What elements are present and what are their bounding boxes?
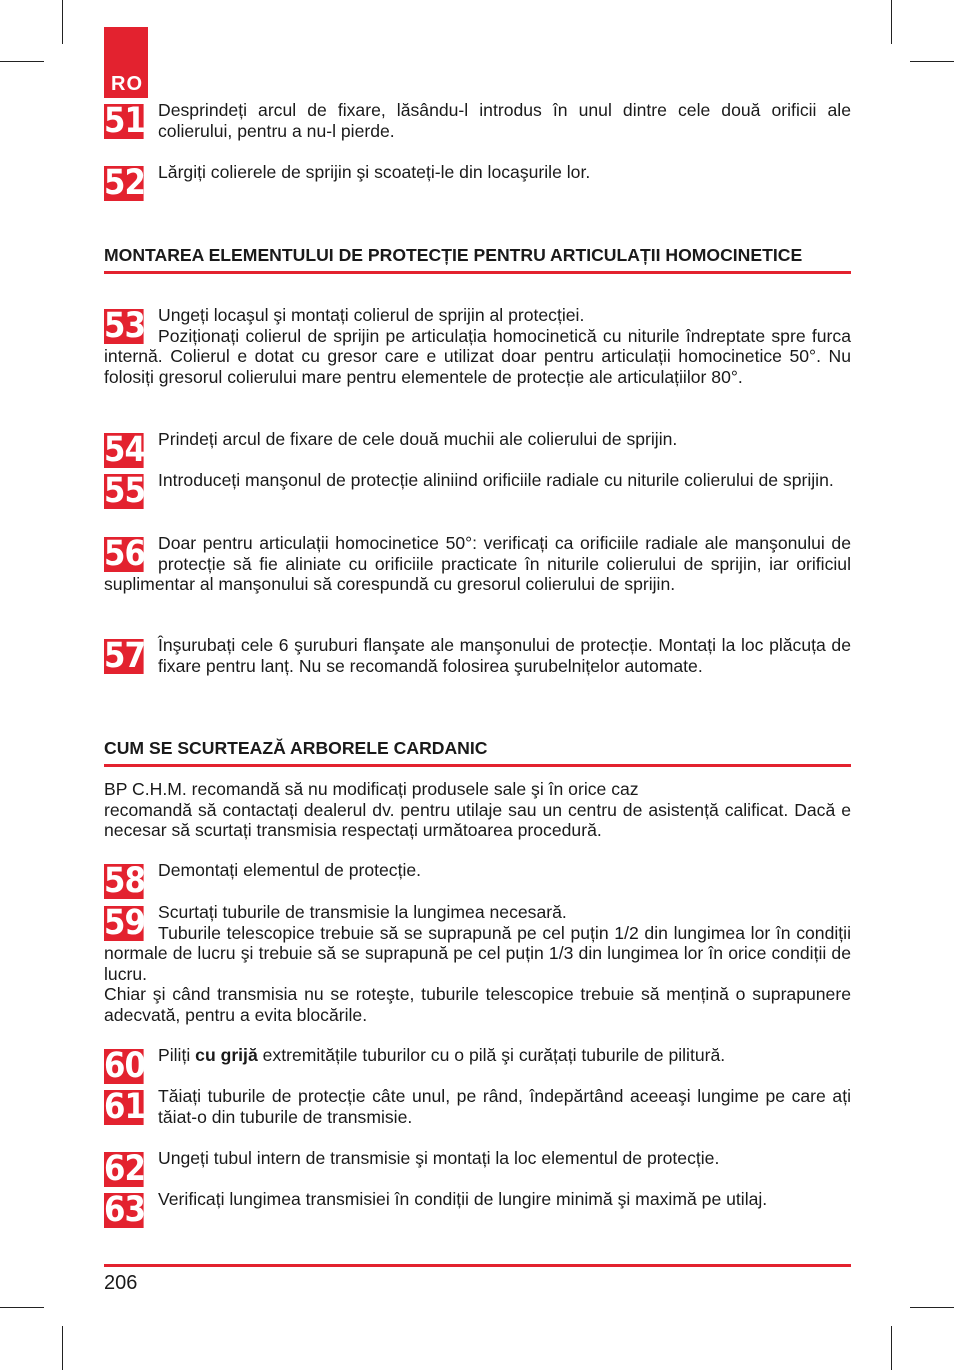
section-heading: CUM SE SCURTEAZĂ ARBORELE CARDANIC — [104, 738, 851, 767]
step-text: Desprindeți arcul de fixare, lăsându-l introdus în unul dintre cele două orificii ale colierului, pentru a nu-l pierde. — [158, 100, 851, 141]
step-number: 55 — [104, 471, 146, 511]
step-number: 58 — [104, 861, 146, 901]
step-number: 62 — [104, 1149, 146, 1189]
crop-mark — [891, 0, 892, 44]
step-58 — [104, 860, 851, 899]
step-text: Prindeți arcul de fixare de cele două muchii ale colierului de sprijin. — [158, 429, 678, 449]
step-63 — [104, 1189, 851, 1228]
step-text-continued: Poziționați colierul de sprijin pe articulația homocinetică cu niturile îndreptate spre furca internă. Colierul e dotat cu gresor care e utilizat doar pentru articulații homocinetice 50°. Nu folosiți gresorul colierului mare pentru elementele de protecție ale articulațiilor 80°. — [104, 325, 851, 387]
step-61 — [104, 1086, 851, 1127]
step-text: Piliți — [158, 1045, 196, 1065]
step-57 — [104, 635, 851, 676]
footer-rule — [104, 1264, 851, 1267]
intro-line-1: BP C.H.M. recomandă să nu modificați produsele sale şi în orice caz — [104, 779, 639, 799]
crop-mark — [910, 1307, 954, 1308]
step-text-continued: Chiar şi când transmisia nu se roteşte, tuburile telescopice trebuie să mențină o suprapunere adecvată, pentru a evita blocările. — [104, 984, 851, 1025]
step-59 — [104, 902, 851, 1026]
step-54 — [104, 429, 851, 468]
section-heading: MONTAREA ELEMENTULUI DE PROTECȚIE PENTRU ARTICULAȚII HOMOCINETICE — [104, 245, 851, 274]
step-text: Lărgiți colierele de sprijin şi scoateți-le din locaşurile lor. — [158, 162, 591, 182]
step-56 — [104, 533, 851, 595]
step-number: 63 — [104, 1190, 146, 1230]
step-text: Scurtați tuburile de transmisie la lungimea necesară. — [158, 902, 567, 922]
crop-mark — [62, 1326, 63, 1370]
step-51 — [104, 100, 851, 141]
step-number: 51 — [104, 101, 146, 141]
step-number: 60 — [104, 1046, 146, 1086]
step-53 — [104, 305, 851, 387]
intro-line-2: recomandă să contactați dealerul dv. pentru utilaje sau un centru de asistență calificat. Dacă e necesar să scurtați transmisia respectați următoarea procedură. — [104, 799, 851, 841]
step-60 — [104, 1045, 851, 1084]
step-number: 56 — [104, 534, 146, 574]
step-number: 54 — [104, 430, 146, 470]
crop-mark — [910, 61, 954, 62]
step-text-bold: cu grijă — [195, 1045, 258, 1065]
step-number: 52 — [104, 163, 146, 203]
step-text: Verificați lungimea transmisiei în condiții de lungire minimă şi maximă pe utilaj. — [158, 1189, 768, 1209]
step-text: Introduceți manşonul de protecție aliniind orificiile radiale cu niturile colierului de sprijin. — [158, 470, 834, 490]
crop-mark — [891, 1326, 892, 1370]
step-number: 59 — [104, 903, 146, 943]
language-tab — [104, 27, 148, 98]
page-number: 206 — [104, 1272, 138, 1294]
step-text: Ungeți locaşul şi montați colierul de sprijin al protecției. — [158, 305, 585, 325]
step-52 — [104, 162, 851, 201]
step-55 — [104, 470, 851, 509]
step-text-continued: Tuburile telescopice trebuie să se suprapună pe cel puțin 1/2 din lungimea lor în condiții normale de lucru şi trebuie să se suprapună pe cel puțin 1/3 din lungimea lor în orice condiții de lucru. — [104, 922, 851, 984]
crop-mark — [0, 1307, 44, 1308]
step-text: Ungeți tubul intern de transmisie şi montați la loc elementul de protecție. — [158, 1148, 720, 1168]
step-62 — [104, 1148, 851, 1187]
step-number: 57 — [104, 636, 146, 676]
step-number: 53 — [104, 306, 146, 346]
crop-mark — [62, 0, 63, 44]
step-text: Demontați elementul de protecție. — [158, 860, 422, 880]
step-text: extremitățile tuburilor cu o pilă şi curățați tuburile de pilitură. — [257, 1045, 726, 1065]
step-number: 61 — [104, 1087, 146, 1127]
crop-mark — [0, 61, 44, 62]
language-label: RO — [111, 73, 143, 95]
step-text: Doar pentru articulații homocinetice 50°: verificați ca orificiile radiale ale manşonului de protecție să fie aliniate cu orificiile practicate în niturile colierului de sprijin, iar orificiul suplimentar al manşonului să corespundă cu gresorul colierului de sprijin. — [104, 533, 851, 595]
step-text: Înşurubați cele 6 şuruburi flanşate ale manşonului de protecție. Montați la loc plăcuța de fixare pentru lanț. Nu se recomandă folosirea şurubelnițelor automate. — [158, 635, 851, 676]
step-text: Tăiați tuburile de protecție câte unul, pe rând, îndepărtând aceeaşi lungime pe care ați tăiat-o din tuburile de transmisie. — [158, 1086, 851, 1127]
intro-paragraph — [104, 779, 851, 841]
